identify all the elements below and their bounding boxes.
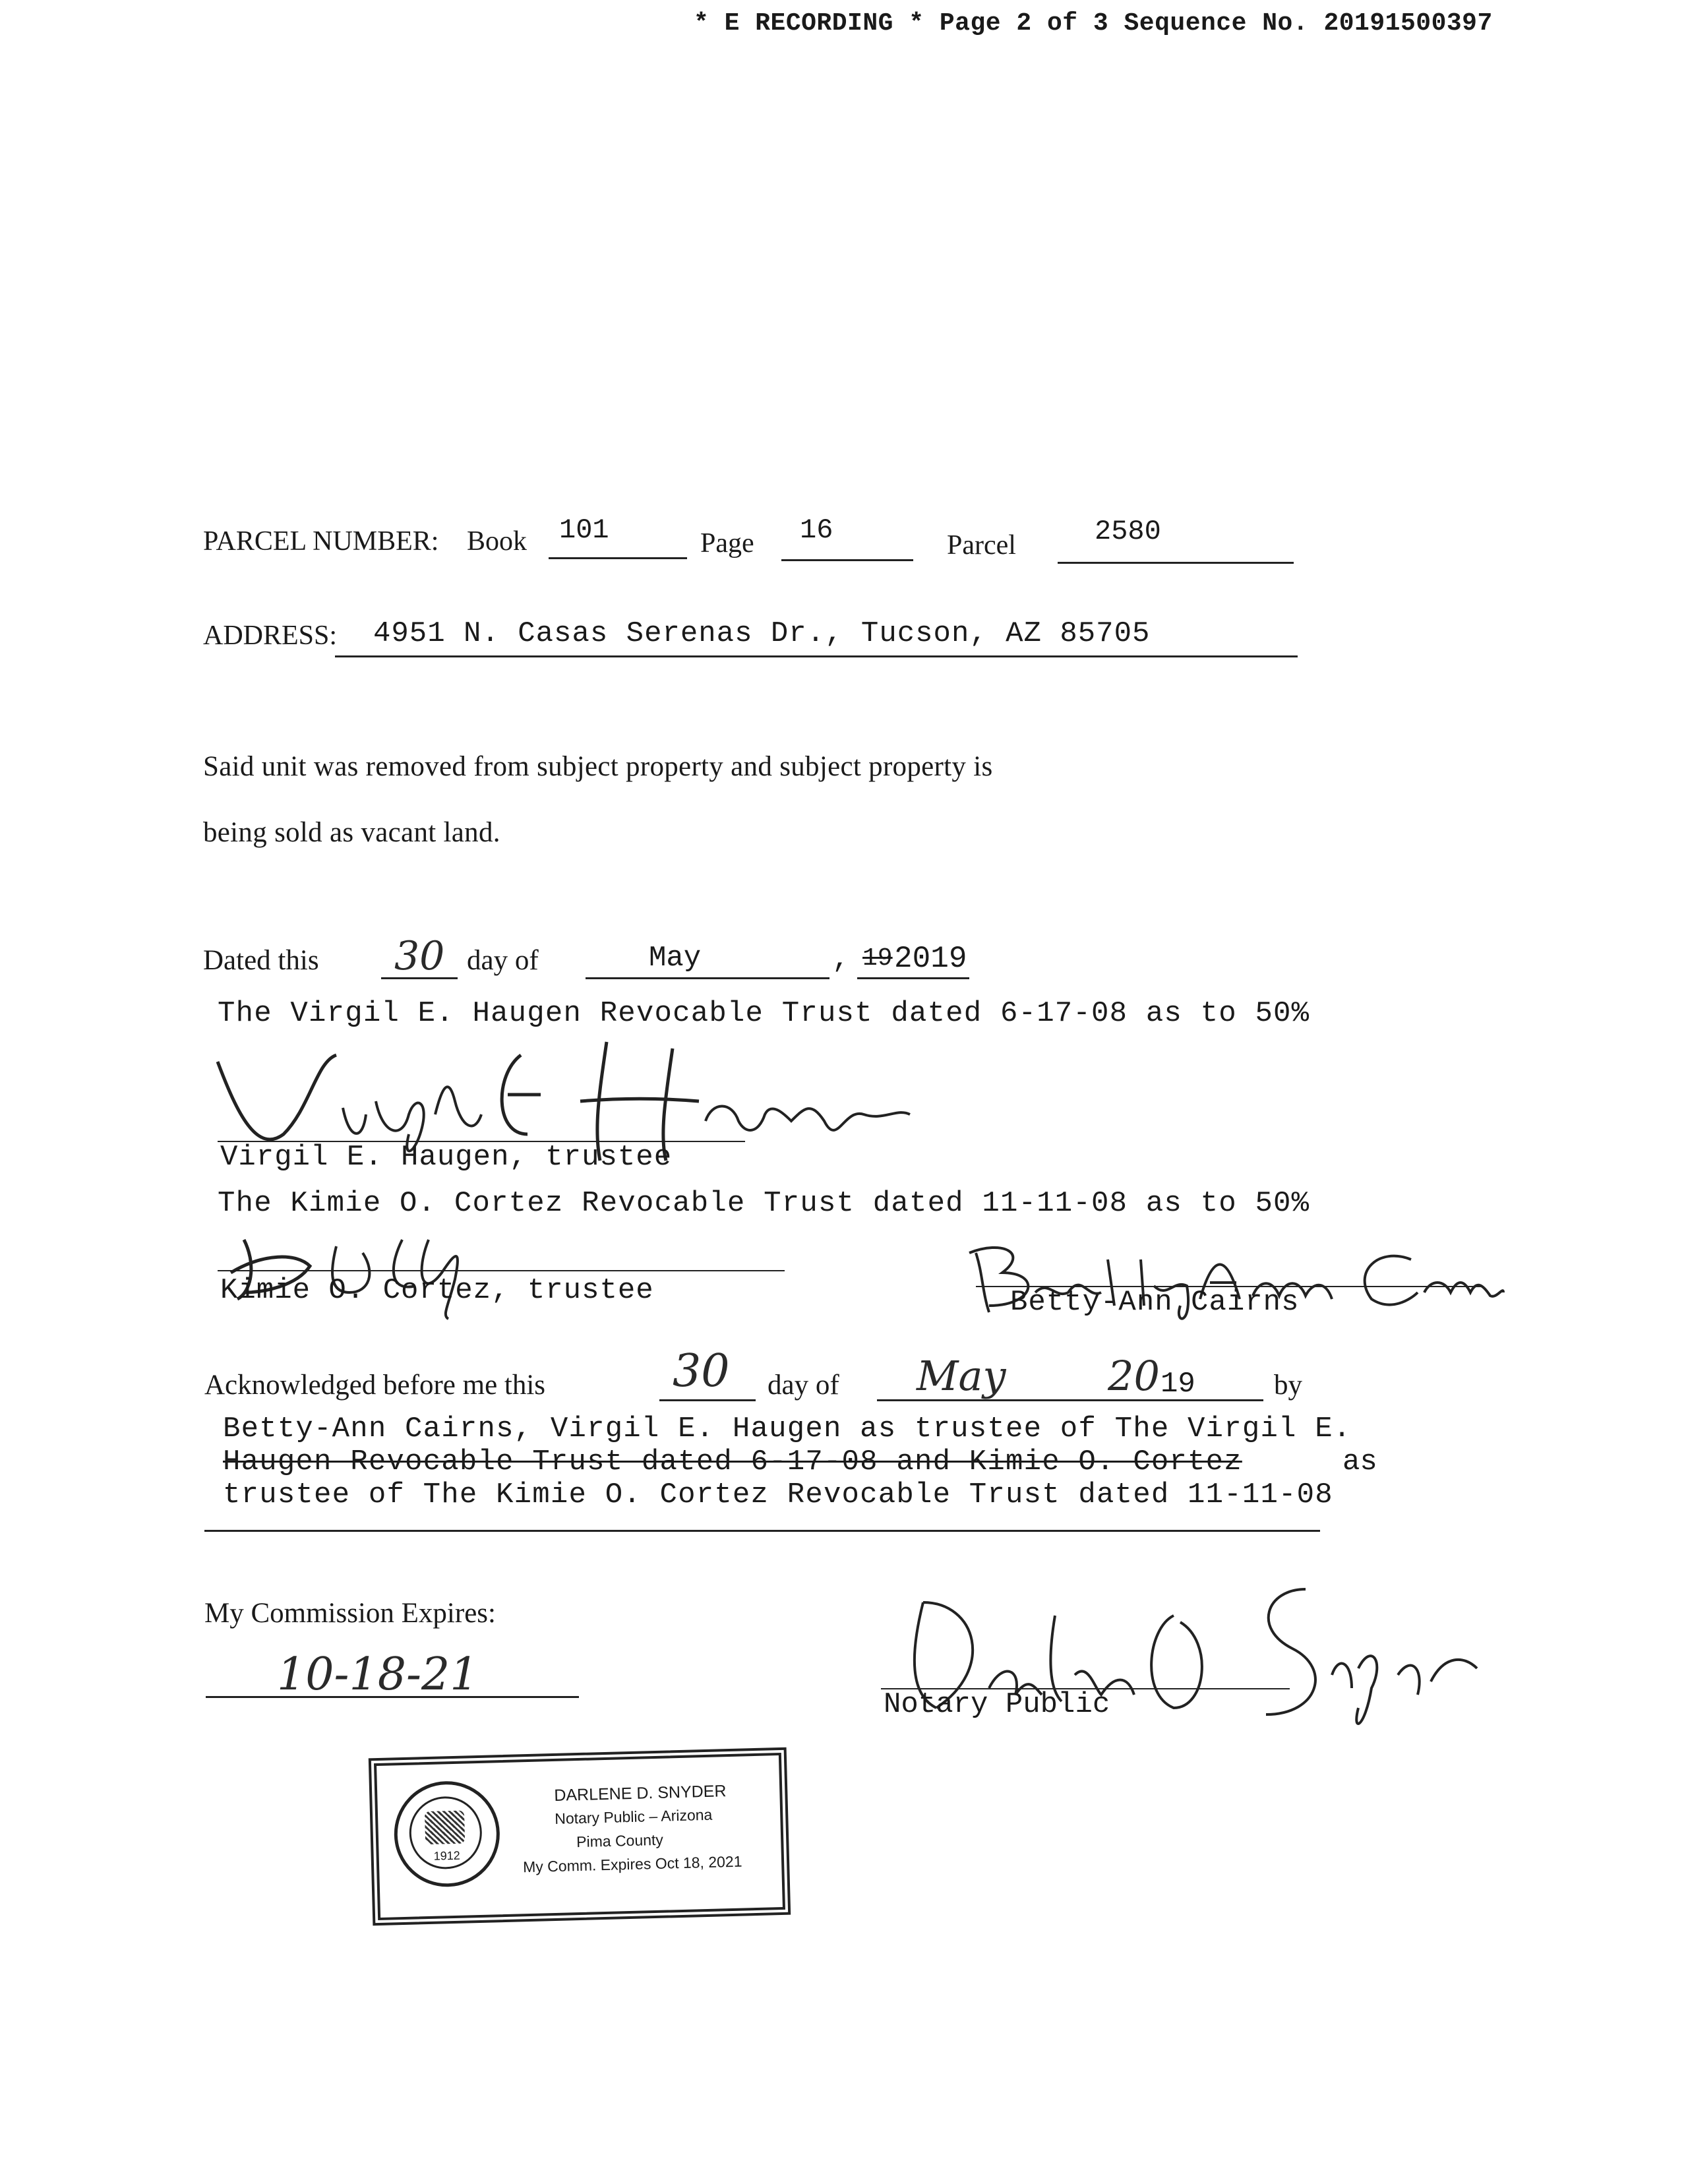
dated-day-underline xyxy=(381,977,458,979)
page-label: Page xyxy=(700,528,754,559)
parcel-number-label: PARCEL NUMBER: xyxy=(203,526,439,557)
page-value: 16 xyxy=(800,514,833,546)
dated-year-underline xyxy=(857,977,969,979)
ack-year-printed: 19 xyxy=(1160,1368,1195,1401)
ack-prefix: Acknowledged before me this xyxy=(204,1370,546,1401)
haugen-trust-text: The Virgil E. Haugen Revocable Trust dated 6-17-08 as to 50% xyxy=(218,997,1310,1030)
notary-stamp xyxy=(369,1747,791,1926)
ack-day-underline xyxy=(659,1399,756,1401)
body-line-2: being sold as vacant land. xyxy=(203,817,500,848)
ack-line-2-end: as xyxy=(1342,1445,1377,1478)
ack-day-of: day of xyxy=(768,1370,839,1401)
ack-year-hand: 20 xyxy=(1108,1352,1160,1400)
address-underline xyxy=(335,655,1298,657)
dated-day-of: day of xyxy=(467,945,539,976)
commission-label: My Commission Expires: xyxy=(204,1598,496,1629)
address-value: 4951 N. Casas Serenas Dr., Tucson, AZ 85705 xyxy=(373,617,1151,650)
cortez-signer-label: Kimie O. Cortez, trustee xyxy=(220,1274,654,1307)
stamp-title: Notary Public – Arizona xyxy=(554,1805,713,1827)
book-label: Book xyxy=(467,526,528,557)
notary-signature-line xyxy=(881,1688,1290,1689)
state-seal xyxy=(393,1780,501,1888)
dated-year-struck: 19 xyxy=(862,944,893,973)
dated-comma: , xyxy=(832,943,850,976)
ack-day: 30 xyxy=(673,1345,730,1397)
dated-month: May xyxy=(649,942,702,975)
parcel-value: 2580 xyxy=(1095,516,1161,547)
cortez-signature-line xyxy=(218,1270,785,1271)
ack-bottom-rule xyxy=(204,1530,1320,1532)
ack-by: by xyxy=(1274,1370,1302,1401)
dated-prefix: Dated this xyxy=(203,945,319,976)
ack-date-underline xyxy=(877,1399,1263,1401)
address-label: ADDRESS: xyxy=(203,621,338,651)
dated-day: 30 xyxy=(394,933,445,979)
page-underline xyxy=(781,559,913,561)
stamp-expires: My Comm. Expires Oct 18, 2021 xyxy=(522,1852,742,1876)
cortez-trust-text: The Kimie O. Cortez Revocable Trust dated 11-11-08 as to 50% xyxy=(218,1187,1310,1220)
parcel-underline xyxy=(1058,562,1294,564)
notary-public-label: Notary Public xyxy=(884,1688,1110,1721)
book-underline xyxy=(549,557,687,559)
dated-month-underline xyxy=(586,977,829,979)
dated-year: 2019 xyxy=(894,942,967,976)
body-line-1: Said unit was removed from subject property and subject property is xyxy=(203,751,993,782)
stamp-county: Pima County xyxy=(576,1831,664,1851)
parcel-label: Parcel xyxy=(947,530,1016,561)
cairns-signer-label: Betty-Ann Cairns xyxy=(1010,1286,1300,1319)
seal-emblem xyxy=(425,1811,465,1845)
commission-date: 10-18-21 xyxy=(277,1649,479,1701)
ack-line-2-struck: Haugen Revocable Trust dated 6-17-08 and Kimie O. Cortez xyxy=(223,1445,1242,1478)
book-value: 101 xyxy=(559,514,609,546)
recording-header: * E RECORDING * Page 2 of 3 Sequence No. 20191500397 xyxy=(694,9,1493,38)
commission-underline xyxy=(206,1696,579,1698)
ack-month: May xyxy=(917,1352,1006,1400)
stamp-name: DARLENE D. SNYDER xyxy=(553,1782,727,1805)
ack-line-1: Betty-Ann Cairns, Virgil E. Haugen as trustee of The Virgil E. xyxy=(223,1412,1352,1445)
notary-signature xyxy=(897,1576,1490,1747)
haugen-signer-label: Virgil E. Haugen, trustee xyxy=(220,1141,673,1174)
ack-line-3: trustee of The Kimie O. Cortez Revocable Trust dated 11-11-08 xyxy=(223,1478,1333,1511)
seal-year: 1912 xyxy=(433,1848,460,1863)
